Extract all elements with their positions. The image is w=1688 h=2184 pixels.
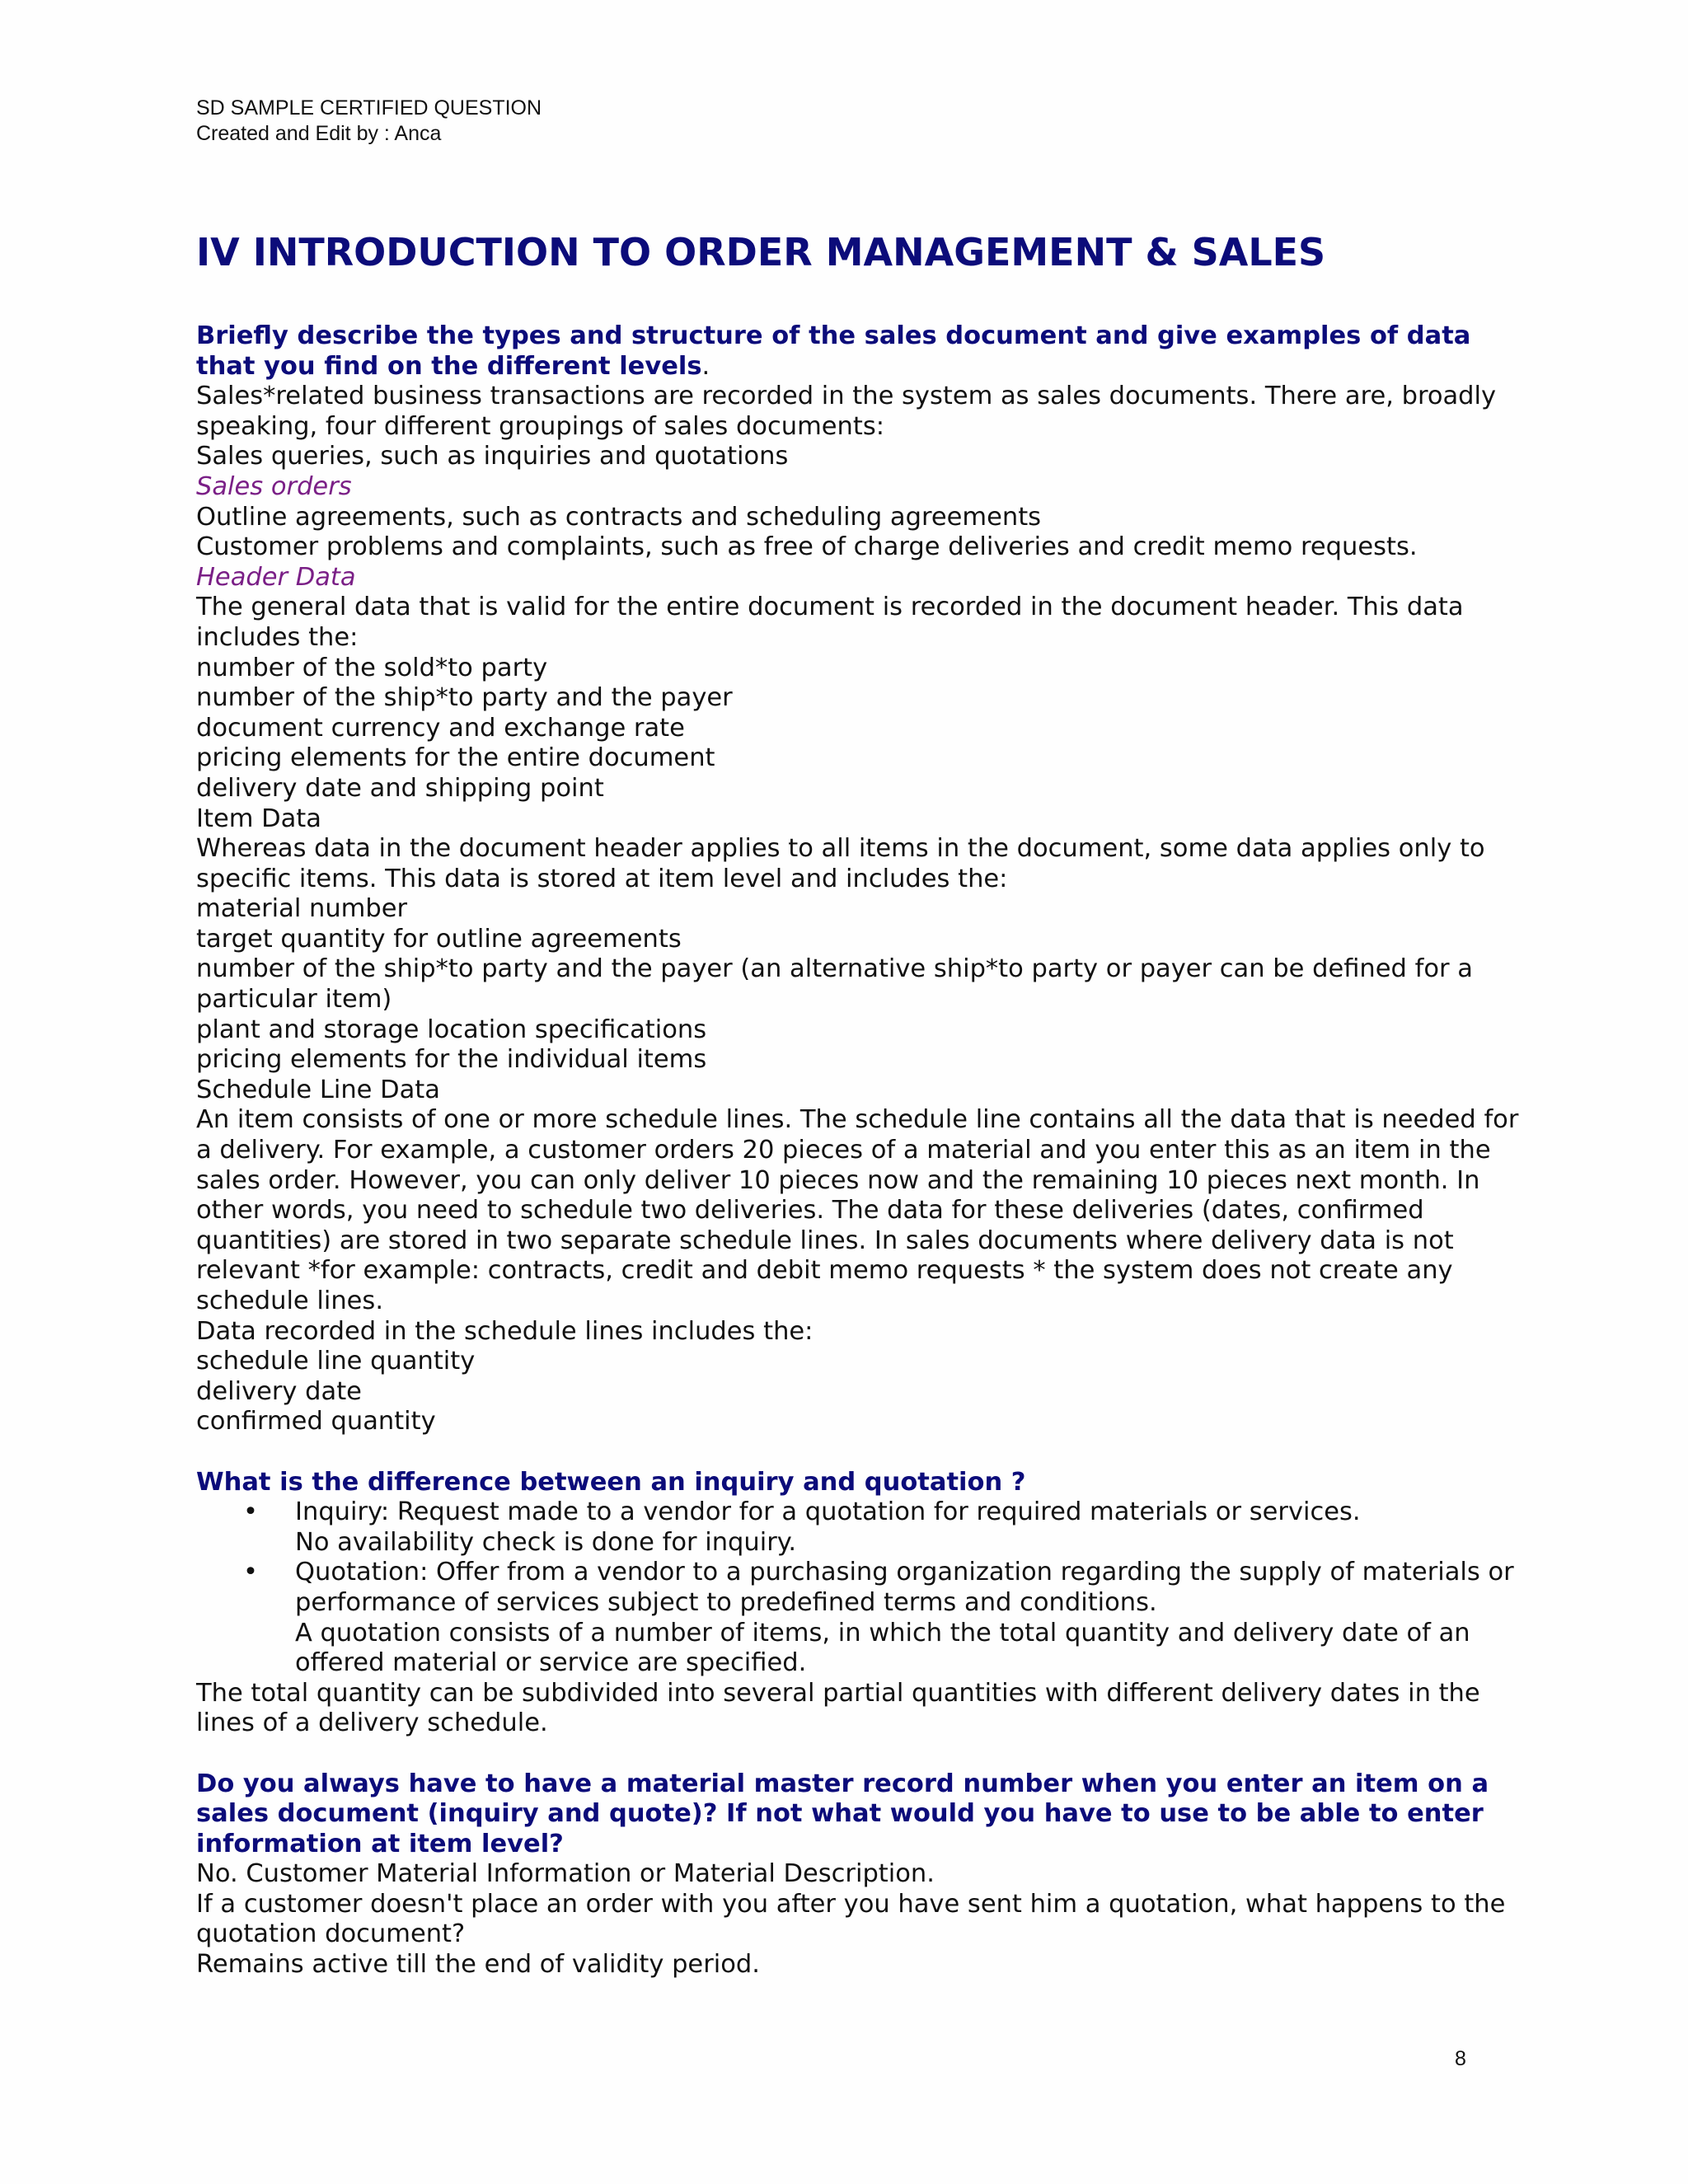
schedule-line-title: Schedule Line Data xyxy=(196,1075,440,1104)
header-data-item: delivery date and shipping point xyxy=(196,773,604,803)
header-data-item: number of the ship*to party and the payer xyxy=(196,683,733,713)
document-body xyxy=(196,229,1531,1980)
material-master-answer: No. Customer Material Information or Material Description. xyxy=(196,1859,935,1889)
item-data-description: Whereas data in the document header applies to all items in the document, some data applies only to specific items. This data is stored at item level and includes the: xyxy=(196,834,1485,893)
header-title: SD SAMPLE CERTIFIED QUESTION xyxy=(196,96,542,120)
group-customer-problems: Customer problems and complaints, such as free of charge deliveries and credit memo requests. xyxy=(196,532,1418,562)
bullet-icon: • xyxy=(243,1558,258,1587)
header-data-item: document currency and exchange rate xyxy=(196,713,685,743)
quotation-followup-question: If a customer doesn't place an order with you after you have sent him a quotation, what happens to the quotation document? xyxy=(196,1889,1506,1949)
paragraph-gap xyxy=(196,1437,1531,1468)
sales-document-intro: Sales*related business transactions are recorded in the system as sales documents. There are, broadly speaking, four different groupings of sales documents: xyxy=(196,382,1497,441)
bullet-text: Quotation: Offer from a vendor to a purchasing organization regarding the supply of materials or performance of services subject to predefined terms and conditions. xyxy=(295,1558,1514,1617)
item-data-item: number of the ship*to party and the payer (an alternative ship*to party or payer can be defined for a particular item) xyxy=(196,954,1473,1015)
item-data-item: plant and storage location specifications xyxy=(196,1015,707,1044)
section-title: IV INTRODUCTION TO ORDER MANAGEMENT & SALES xyxy=(196,230,1326,274)
running-header xyxy=(196,96,542,147)
schedule-line-item: schedule line quantity xyxy=(196,1347,476,1376)
group-outline-agreements: Outline agreements, such as contracts and scheduling agreements xyxy=(196,502,1042,532)
question-sales-document-types xyxy=(196,321,1531,382)
item-data-title: Item Data xyxy=(196,804,321,833)
paragraph-gap xyxy=(196,1739,1531,1769)
bullet-icon: • xyxy=(243,1497,258,1527)
bullet-item-quotation xyxy=(196,1558,1531,1678)
schedule-line-item: delivery date xyxy=(196,1376,362,1406)
page-number: 8 xyxy=(1455,2047,1466,2070)
header-author: Created and Edit by : Anca xyxy=(196,122,442,145)
question-inquiry-vs-quotation: What is the difference between an inquiry and quotation ? xyxy=(196,1467,1026,1497)
quotation-followup-answer: Remains active till the end of validity period. xyxy=(196,1950,760,1980)
item-data-item: pricing elements for the individual items xyxy=(196,1045,707,1075)
bullet-item-inquiry xyxy=(196,1497,1531,1558)
header-data-item: number of the sold*to party xyxy=(196,653,548,682)
question-trailing-period: . xyxy=(701,351,710,381)
item-data-item: target quantity for outline agreements xyxy=(196,924,682,954)
header-data-item: pricing elements for the entire document xyxy=(196,743,715,773)
question-material-master: Do you always have to have a material master record number when you enter an item on a sales document (inquiry and quote)? If not what would you have to use to be able to enter information at item level? xyxy=(196,1769,1489,1858)
bullet-text: A quotation consists of a number of items, in which the total quantity and delivery date of an offered material or service are specified. xyxy=(295,1618,1470,1678)
bullet-text: No availability check is done for inquiry. xyxy=(295,1527,797,1557)
header-data-description: The general data that is valid for the entire document is recorded in the document header. This data includes the: xyxy=(196,593,1464,652)
question-text: Briefly describe the types and structure of the sales document and give examples of data that you find on the different levels xyxy=(196,321,1471,381)
bullet-text: Inquiry: Request made to a vendor for a quotation for required materials or services. xyxy=(295,1497,1361,1527)
schedule-line-description: An item consists of one or more schedule lines. The schedule line contains all the data that is needed for a delivery. For example, a customer orders 20 pieces of a material and you enter this as an item in the sales order. However, you can only deliver 10 pieces now and the remaining 10 pieces next month. In other words, you need to schedule two deliveries. The data for these deliveries (dates, confirmed quantities) are stored in two separate schedule lines. In sales documents where delivery data is not relevant *for example: contracts, credit and debit memo requests * the system does not create any schedule lines. xyxy=(196,1105,1519,1315)
schedule-line-includes: Data recorded in the schedule lines includes the: xyxy=(196,1316,814,1346)
delivery-schedule-note: The total quantity can be subdivided into several partial quantities with different delivery dates in the lines of a delivery schedule. xyxy=(196,1678,1480,1738)
item-data-item: material number xyxy=(196,894,408,924)
schedule-line-item: confirmed quantity xyxy=(196,1407,436,1436)
group-sales-queries: Sales queries, such as inquiries and quotations xyxy=(196,442,789,471)
header-data-title: Header Data xyxy=(196,562,356,592)
bullet-list xyxy=(196,1497,1531,1679)
group-sales-orders: Sales orders xyxy=(196,471,352,501)
